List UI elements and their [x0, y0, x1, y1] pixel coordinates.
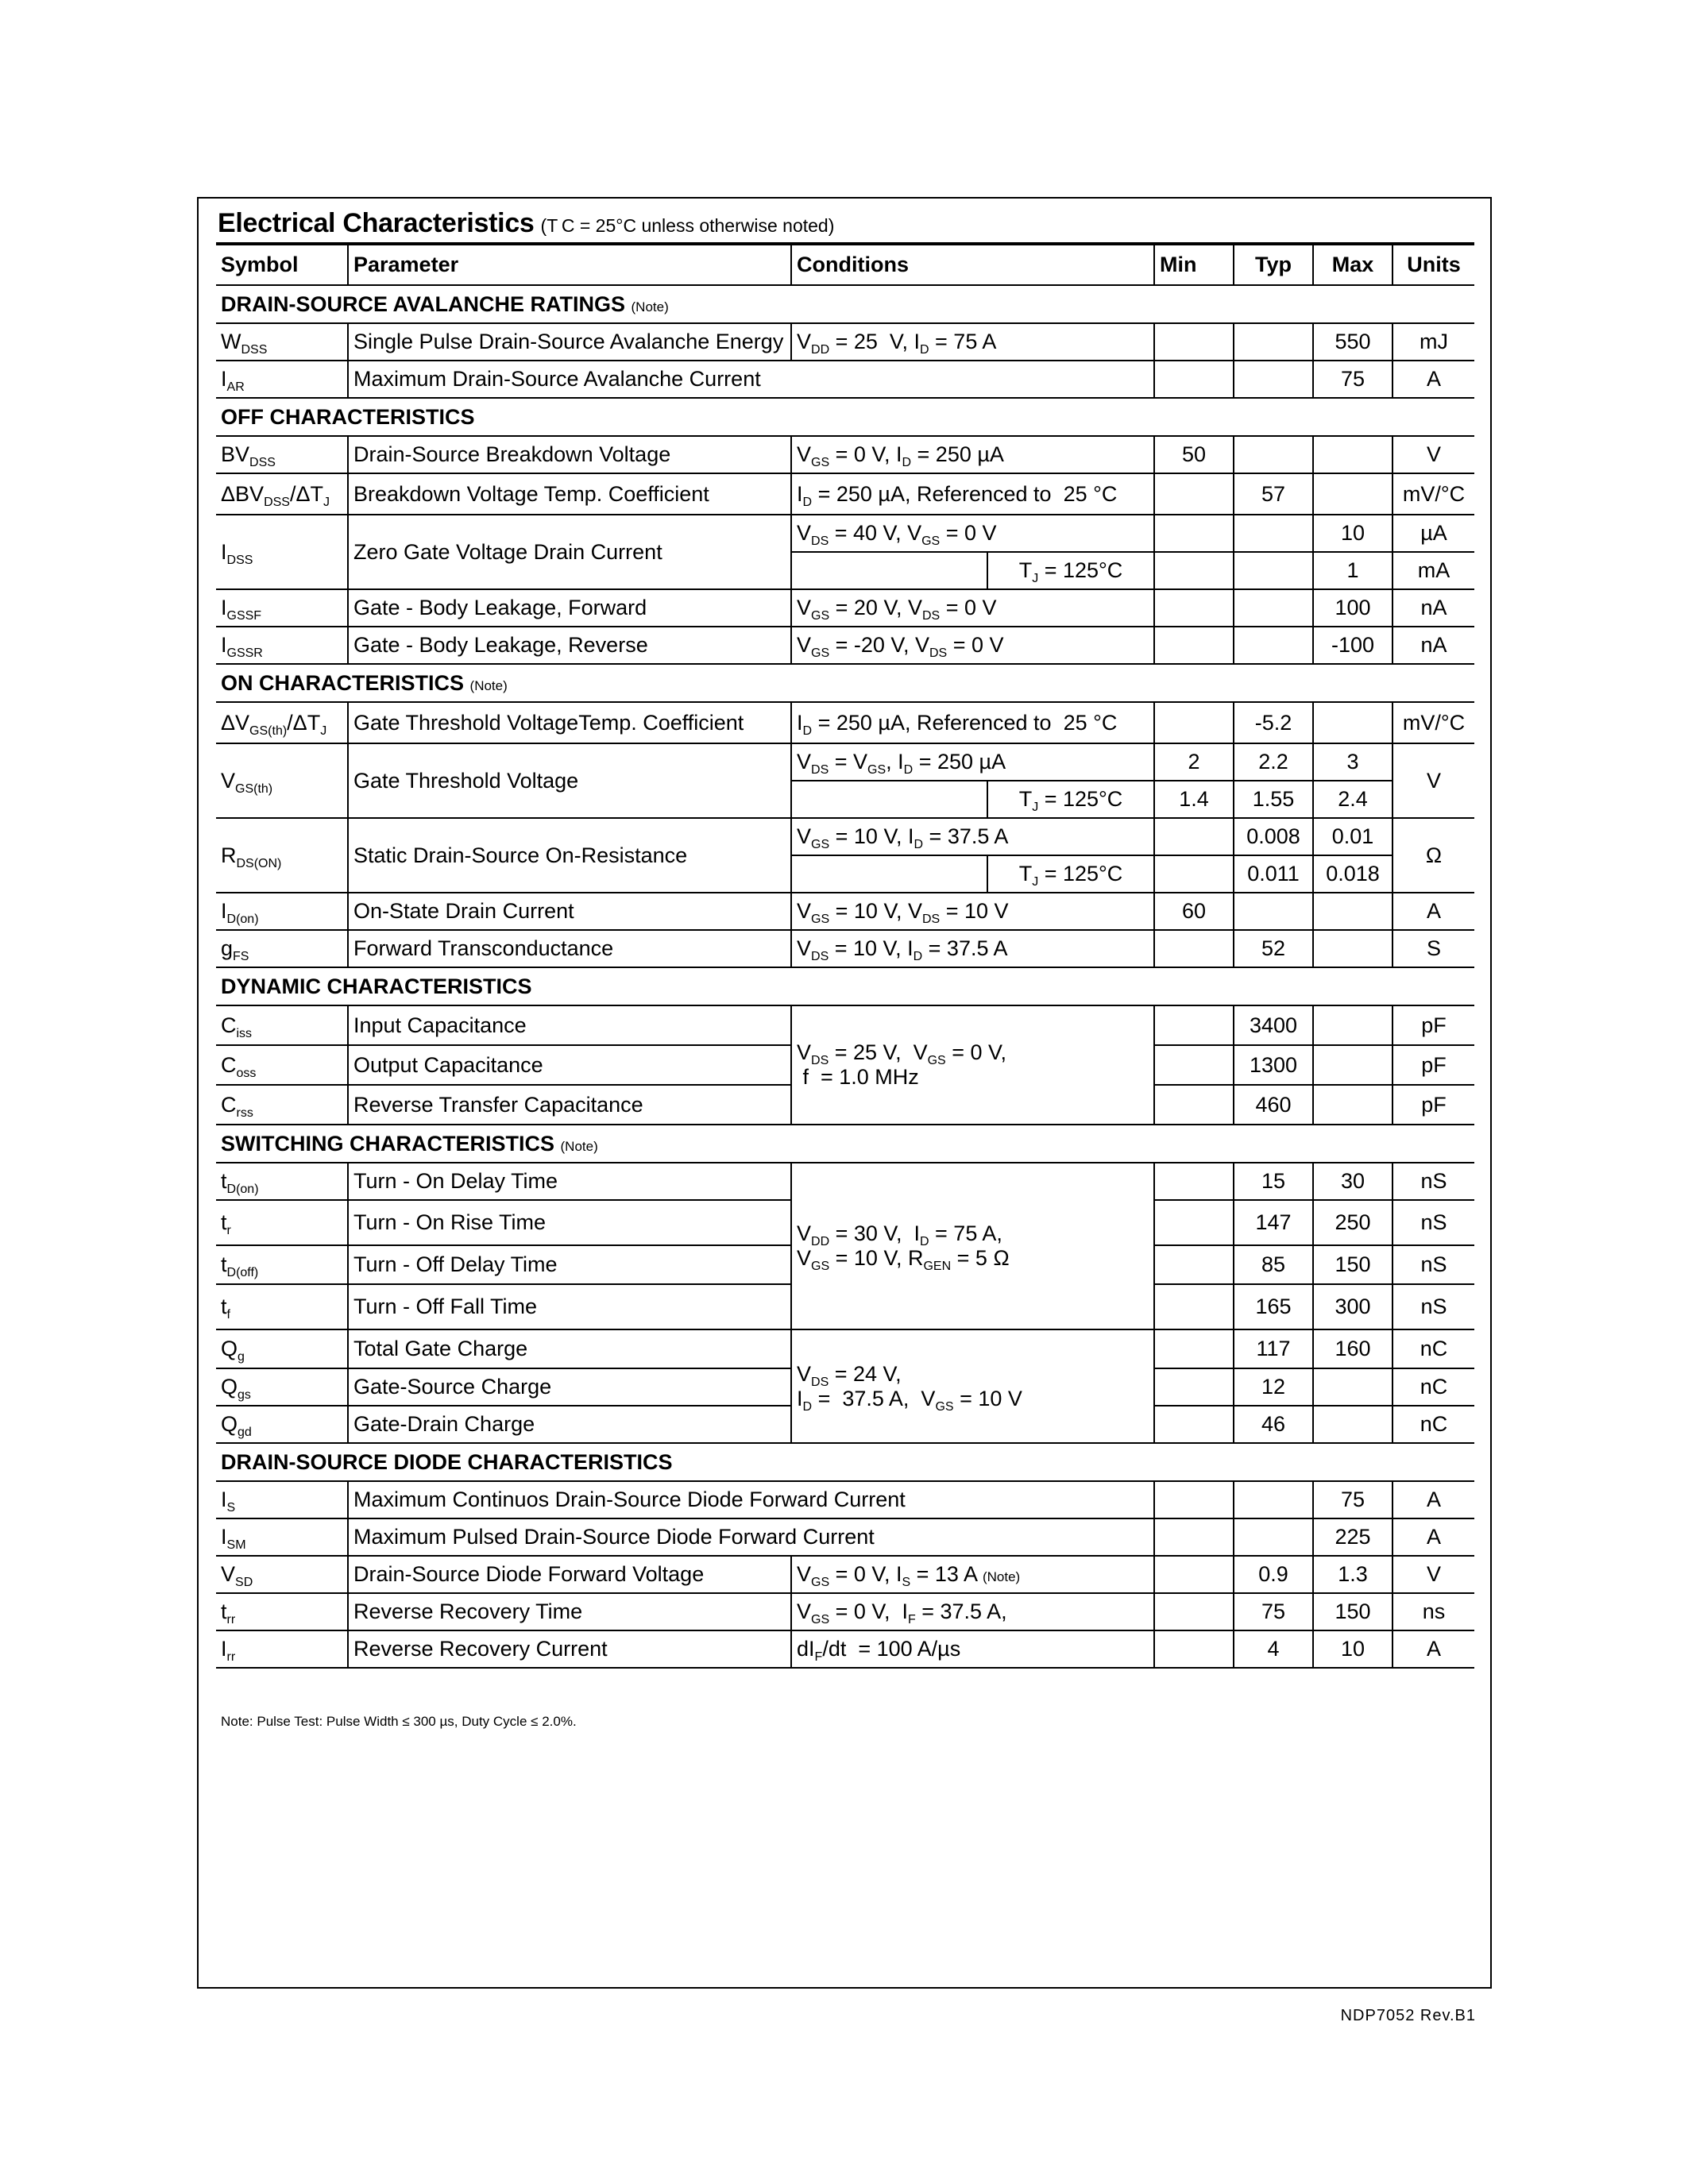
units-cell: pF — [1393, 1085, 1474, 1125]
units-cell: nC — [1393, 1329, 1474, 1368]
parameter-cell: Maximum Continuos Drain-Source Diode Forward Current — [348, 1481, 1154, 1518]
parameter-cell: Output Capacitance — [348, 1045, 791, 1085]
min-cell — [1154, 1085, 1234, 1125]
parameter-cell: Reverse Recovery Current — [348, 1630, 791, 1668]
typ-cell — [1234, 1518, 1313, 1556]
min-cell — [1154, 1245, 1234, 1284]
condition-cell: $V_{GS} = 0$ V, $I_S = 13$ A (Note) — [791, 1556, 1154, 1593]
units-cell: V — [1393, 743, 1474, 818]
parameter-cell: Gate-Drain Charge — [348, 1406, 791, 1443]
min-cell: 50 — [1154, 436, 1234, 473]
condition-cell: $I_D = 250$ µA, Referenced to 25 °C — [791, 473, 1154, 515]
title-note: (T C = 25°C unless otherwise noted) — [540, 215, 835, 236]
parameter-cell: Turn - Off Fall Time — [348, 1284, 791, 1329]
min-cell — [1154, 702, 1234, 743]
typ-cell: 1300 — [1234, 1045, 1313, 1085]
condition-cell: $V_{DS} = 10$ V, $I_D = 37.5$ A — [791, 930, 1154, 967]
characteristics-table — [216, 244, 1474, 1669]
header-max: Max — [1313, 245, 1393, 285]
max-cell: 150 — [1313, 1245, 1393, 1284]
electrical-characteristics-block — [216, 200, 1474, 1669]
typ-cell: 460 — [1234, 1085, 1313, 1125]
parameter-cell: Total Gate Charge — [348, 1329, 791, 1368]
typ-cell — [1234, 893, 1313, 930]
min-cell — [1154, 1630, 1234, 1668]
min-cell — [1154, 323, 1234, 361]
parameter-cell: Gate - Body Leakage, Reverse — [348, 627, 791, 664]
max-cell — [1313, 1005, 1393, 1045]
units-cell: A — [1393, 1518, 1474, 1556]
min-cell — [1154, 589, 1234, 627]
symbol-cell: $t_{D(off)}$ — [216, 1245, 348, 1284]
min-cell — [1154, 1045, 1234, 1085]
header-symbol: Symbol — [216, 245, 348, 285]
header-units: Units — [1393, 245, 1474, 285]
parameter-cell: Turn - On Delay Time — [348, 1163, 791, 1200]
typ-cell — [1234, 589, 1313, 627]
table-row — [216, 515, 1474, 552]
typ-cell: -5.2 — [1234, 702, 1313, 743]
section-row — [216, 967, 1474, 1005]
max-cell: 10 — [1313, 515, 1393, 552]
condition-cell: $V_{GS} = 0$ V, $I_D = 250$ µA — [791, 436, 1154, 473]
max-cell: 10 — [1313, 1630, 1393, 1668]
symbol-cell: $t_{rr}$ — [216, 1593, 348, 1630]
section-note: (Note) — [631, 299, 669, 314]
units-cell: S — [1393, 930, 1474, 967]
max-cell — [1313, 473, 1393, 515]
units-cell: mJ — [1393, 323, 1474, 361]
max-cell: 150 — [1313, 1593, 1393, 1630]
max-cell: 2.4 — [1313, 781, 1393, 818]
typ-cell: 75 — [1234, 1593, 1313, 1630]
min-cell: 1.4 — [1154, 781, 1234, 818]
symbol-cell: $Q_g$ — [216, 1329, 348, 1368]
symbol-cell: $C_{oss}$ — [216, 1045, 348, 1085]
min-cell — [1154, 552, 1234, 589]
max-cell — [1313, 893, 1393, 930]
section-row — [216, 1443, 1474, 1481]
symbol-cell: $I_{SM}$ — [216, 1518, 348, 1556]
typ-cell: 46 — [1234, 1406, 1313, 1443]
symbol-cell: $\Delta BV_{DSS}/\Delta T_J$ — [216, 473, 348, 515]
symbol-cell: $C_{iss}$ — [216, 1005, 348, 1045]
table-row — [216, 589, 1474, 627]
min-cell — [1154, 855, 1234, 893]
units-cell: mA — [1393, 552, 1474, 589]
units-cell: nA — [1393, 627, 1474, 664]
units-cell: mV/°C — [1393, 473, 1474, 515]
min-cell — [1154, 1518, 1234, 1556]
min-cell — [1154, 627, 1234, 664]
table-row — [216, 1593, 1474, 1630]
min-cell — [1154, 515, 1234, 552]
parameter-cell: Maximum Drain-Source Avalanche Current — [348, 361, 1154, 398]
typ-cell: 52 — [1234, 930, 1313, 967]
symbol-cell: $I_{GSSF}$ — [216, 589, 348, 627]
units-cell: V — [1393, 436, 1474, 473]
typ-cell — [1234, 627, 1313, 664]
document-revision: NDP7052 Rev.B1 — [1340, 2007, 1476, 2024]
section-note: (Note) — [469, 677, 508, 693]
section-note: (Note) — [560, 1138, 598, 1154]
symbol-cell: $I_S$ — [216, 1481, 348, 1518]
max-cell: 250 — [1313, 1200, 1393, 1245]
min-cell — [1154, 1284, 1234, 1329]
table-row — [216, 323, 1474, 361]
units-cell: pF — [1393, 1045, 1474, 1085]
max-cell: 0.018 — [1313, 855, 1393, 893]
section-title: SWITCHING CHARACTERISTICS — [221, 1131, 554, 1156]
condition-cell: $I_D = 250$ µA, Referenced to 25 °C — [791, 702, 1154, 743]
table-row — [216, 702, 1474, 743]
condition-cell: $V_{GS} = 10$ V, $V_{DS} = 10$ V — [791, 893, 1154, 930]
min-cell — [1154, 818, 1234, 855]
typ-cell — [1234, 552, 1313, 589]
typ-cell: 4 — [1234, 1630, 1313, 1668]
condition2-cell: $T_J = 125^\circ C$ — [987, 855, 1154, 893]
section-row — [216, 664, 1474, 702]
symbol-cell: $t_f$ — [216, 1284, 348, 1329]
max-cell — [1313, 702, 1393, 743]
typ-cell: 15 — [1234, 1163, 1313, 1200]
table-row — [216, 1329, 1474, 1368]
max-cell — [1313, 1406, 1393, 1443]
header-parameter: Parameter — [348, 245, 791, 285]
typ-cell — [1234, 361, 1313, 398]
parameter-cell: Input Capacitance — [348, 1005, 791, 1045]
max-cell: 160 — [1313, 1329, 1393, 1368]
units-cell: pF — [1393, 1005, 1474, 1045]
typ-cell: 147 — [1234, 1200, 1313, 1245]
table-row — [216, 436, 1474, 473]
min-cell: 60 — [1154, 893, 1234, 930]
units-cell: nS — [1393, 1200, 1474, 1245]
min-cell: 2 — [1154, 743, 1234, 781]
max-cell: 75 — [1313, 361, 1393, 398]
min-cell — [1154, 473, 1234, 515]
section-row — [216, 1125, 1474, 1163]
condition2-cell: $T_J = 125^\circ C$ — [987, 552, 1154, 589]
max-cell: 1 — [1313, 552, 1393, 589]
typ-cell: 117 — [1234, 1329, 1313, 1368]
table-row — [216, 1481, 1474, 1518]
max-cell: 300 — [1313, 1284, 1393, 1329]
table-row — [216, 1518, 1474, 1556]
parameter-cell: Gate - Body Leakage, Forward — [348, 589, 791, 627]
condition-spacer — [791, 552, 987, 589]
symbol-cell: $BV_{DSS}$ — [216, 436, 348, 473]
max-cell: 0.01 — [1313, 818, 1393, 855]
parameter-cell: Static Drain-Source On-Resistance — [348, 818, 791, 893]
symbol-cell: $W_{DSS}$ — [216, 323, 348, 361]
typ-cell: 0.011 — [1234, 855, 1313, 893]
condition-cell: $V_{DS} = 25$ V, $V_{GS} = 0$ V, f = 1.0 MHz — [791, 1005, 1154, 1125]
units-cell: A — [1393, 1481, 1474, 1518]
title-line — [216, 200, 1474, 244]
condition-cell: $V_{DD} = 25$ V, $I_D = 75$ A — [791, 323, 1154, 361]
parameter-cell: Turn - Off Delay Time — [348, 1245, 791, 1284]
parameter-cell: Forward Transconductance — [348, 930, 791, 967]
section-title: DYNAMIC CHARACTERISTICS — [221, 974, 532, 998]
table-row — [216, 1556, 1474, 1593]
min-cell — [1154, 1005, 1234, 1045]
parameter-cell: Turn - On Rise Time — [348, 1200, 791, 1245]
table-row — [216, 743, 1474, 781]
units-cell: nC — [1393, 1368, 1474, 1406]
condition2-cell: $T_J = 125^\circ C$ — [987, 781, 1154, 818]
units-cell: nC — [1393, 1406, 1474, 1443]
max-cell — [1313, 436, 1393, 473]
units-cell: A — [1393, 1630, 1474, 1668]
symbol-cell: $R_{DS(ON)}$ — [216, 818, 348, 893]
footnote: Note: Pulse Test: Pulse Width ≤ 300 µs, Duty Cycle ≤ 2.0%. — [221, 1714, 577, 1729]
min-cell — [1154, 1556, 1234, 1593]
typ-cell: 0.008 — [1234, 818, 1313, 855]
parameter-cell: Drain-Source Breakdown Voltage — [348, 436, 791, 473]
max-cell: 1.3 — [1313, 1556, 1393, 1593]
symbol-cell: $\Delta V_{GS(th)}/\Delta T_J$ — [216, 702, 348, 743]
section-title: DRAIN-SOURCE DIODE CHARACTERISTICS — [221, 1449, 673, 1474]
units-cell: A — [1393, 893, 1474, 930]
max-cell — [1313, 930, 1393, 967]
max-cell — [1313, 1045, 1393, 1085]
symbol-cell: $Q_{gs}$ — [216, 1368, 348, 1406]
header-conditions: Conditions — [791, 245, 1154, 285]
max-cell: 550 — [1313, 323, 1393, 361]
max-cell — [1313, 1368, 1393, 1406]
min-cell — [1154, 1593, 1234, 1630]
units-cell: nS — [1393, 1284, 1474, 1329]
condition-cell: $V_{DD} = 30$ V, $I_D = 75$ A, $V_{GS} = 10$ V, $R_{GEN} = 5$ Ω — [791, 1163, 1154, 1329]
table-row — [216, 473, 1474, 515]
units-cell: nS — [1393, 1163, 1474, 1200]
symbol-cell: $Q_{gd}$ — [216, 1406, 348, 1443]
condition-cell: $V_{GS} = 20$ V, $V_{DS} = 0$ V — [791, 589, 1154, 627]
condition-cell: $V_{DS} = 40$ V, $V_{GS} = 0$ V — [791, 515, 1154, 552]
parameter-cell: Drain-Source Diode Forward Voltage — [348, 1556, 791, 1593]
parameter-cell: Maximum Pulsed Drain-Source Diode Forward Current — [348, 1518, 1154, 1556]
table-row — [216, 361, 1474, 398]
parameter-cell: Gate Threshold Voltage — [348, 743, 791, 818]
typ-cell — [1234, 436, 1313, 473]
units-cell: A — [1393, 361, 1474, 398]
symbol-cell: $I_{AR}$ — [216, 361, 348, 398]
table-row — [216, 1005, 1474, 1045]
parameter-cell: Gate-Source Charge — [348, 1368, 791, 1406]
units-cell: Ω — [1393, 818, 1474, 893]
symbol-cell: $C_{rss}$ — [216, 1085, 348, 1125]
units-cell: nS — [1393, 1245, 1474, 1284]
condition-cell: $V_{GS} = 0$ V, $I_F = 37.5$ A, — [791, 1593, 1154, 1630]
table-row — [216, 627, 1474, 664]
max-cell: -100 — [1313, 627, 1393, 664]
typ-cell: 2.2 — [1234, 743, 1313, 781]
parameter-cell: Single Pulse Drain-Source Avalanche Energy — [348, 323, 791, 361]
header-row — [216, 245, 1474, 285]
symbol-cell: $t_r$ — [216, 1200, 348, 1245]
parameter-cell: Reverse Transfer Capacitance — [348, 1085, 791, 1125]
min-cell — [1154, 1200, 1234, 1245]
header-min: Min — [1154, 245, 1234, 285]
min-cell — [1154, 1163, 1234, 1200]
max-cell: 30 — [1313, 1163, 1393, 1200]
min-cell — [1154, 1406, 1234, 1443]
units-cell: nA — [1393, 589, 1474, 627]
condition-spacer — [791, 855, 987, 893]
typ-cell: 3400 — [1234, 1005, 1313, 1045]
symbol-cell: $I_{D(on)}$ — [216, 893, 348, 930]
condition-cell: $V_{GS} = 10$ V, $I_D = 37.5$ A — [791, 818, 1154, 855]
condition-cell: $V_{GS} = -20$ V, $V_{DS} = 0$ V — [791, 627, 1154, 664]
section-row — [216, 285, 1474, 323]
typ-cell — [1234, 1481, 1313, 1518]
condition-cell: $dI_F/dt = 100$ A/µs — [791, 1630, 1154, 1668]
min-cell — [1154, 930, 1234, 967]
symbol-cell: $V_{GS(th)}$ — [216, 743, 348, 818]
min-cell — [1154, 1368, 1234, 1406]
units-cell: mV/°C — [1393, 702, 1474, 743]
units-cell: ns — [1393, 1593, 1474, 1630]
min-cell — [1154, 1329, 1234, 1368]
page-title: Electrical Characteristics — [218, 208, 535, 238]
typ-cell: 1.55 — [1234, 781, 1313, 818]
header-typ: Typ — [1234, 245, 1313, 285]
units-cell: V — [1393, 1556, 1474, 1593]
typ-cell — [1234, 515, 1313, 552]
table-row — [216, 1163, 1474, 1200]
condition-cell: $V_{DS} = V_{GS}$, $I_D = 250$ µA — [791, 743, 1154, 781]
min-cell — [1154, 1481, 1234, 1518]
max-cell: 3 — [1313, 743, 1393, 781]
parameter-cell: On-State Drain Current — [348, 893, 791, 930]
table-row — [216, 1630, 1474, 1668]
symbol-cell: $I_{DSS}$ — [216, 515, 348, 589]
parameter-cell: Reverse Recovery Time — [348, 1593, 791, 1630]
condition-spacer — [791, 781, 987, 818]
typ-cell: 57 — [1234, 473, 1313, 515]
units-cell: µA — [1393, 515, 1474, 552]
section-title: DRAIN-SOURCE AVALANCHE RATINGS — [221, 291, 625, 316]
section-title: ON CHARACTERISTICS — [221, 670, 465, 695]
symbol-cell: $g_{FS}$ — [216, 930, 348, 967]
parameter-cell: Gate Threshold VoltageTemp. Coefficient — [348, 702, 791, 743]
max-cell: 100 — [1313, 589, 1393, 627]
table-row — [216, 818, 1474, 855]
condition-cell: $V_{DS} = 24$ V, $I_D = 37.5$ A, $V_{GS} = 10$ V — [791, 1329, 1154, 1443]
parameter-cell: Zero Gate Voltage Drain Current — [348, 515, 791, 589]
typ-cell: 0.9 — [1234, 1556, 1313, 1593]
symbol-cell: $t_{D(on)}$ — [216, 1163, 348, 1200]
typ-cell: 12 — [1234, 1368, 1313, 1406]
parameter-cell: Breakdown Voltage Temp. Coefficient — [348, 473, 791, 515]
symbol-cell: $I_{GSSR}$ — [216, 627, 348, 664]
table-row — [216, 930, 1474, 967]
symbol-cell: $I_{rr}$ — [216, 1630, 348, 1668]
section-row — [216, 398, 1474, 436]
symbol-cell: $V_{SD}$ — [216, 1556, 348, 1593]
typ-cell — [1234, 323, 1313, 361]
max-cell: 225 — [1313, 1518, 1393, 1556]
typ-cell: 165 — [1234, 1284, 1313, 1329]
max-cell — [1313, 1085, 1393, 1125]
table-row — [216, 893, 1474, 930]
typ-cell: 85 — [1234, 1245, 1313, 1284]
max-cell: 75 — [1313, 1481, 1393, 1518]
section-title: OFF CHARACTERISTICS — [221, 404, 475, 429]
min-cell — [1154, 361, 1234, 398]
